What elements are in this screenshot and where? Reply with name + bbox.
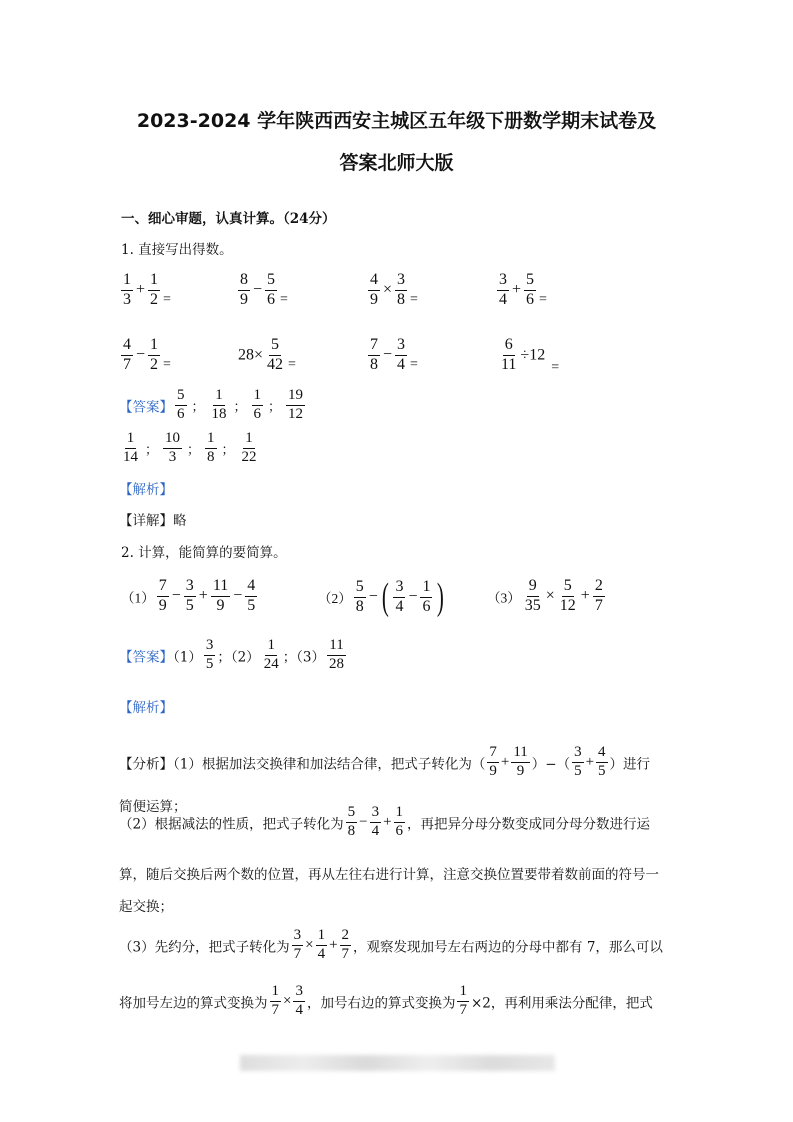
q1-answer-row-1: 【答案】 $\frac{5}{6}$ ； $\frac{1}{18}$ ； $\frac{1}{6}$ ； $\frac{19}{12}$ [119, 387, 304, 422]
q2-part-3: （3） $\frac{9}{35}$ × $\frac{5}{12}$ + $\frac{2}{7}$ [487, 577, 603, 614]
q2-analysis-label: 【解析】 [119, 700, 173, 716]
q2-analysis-1-cont: 简便运算； [119, 799, 187, 815]
q1-item-2: $\frac{8}{9}$ − $\frac{5}{6}$ = [240, 271, 288, 308]
q1-detail: 【详解】略 [119, 513, 187, 529]
q1-answer-row-2: $\frac{1}{14}$ ； $\frac{10}{3}$ ； $\frac{1}{8}$ ； $\frac{1}{22}$ [123, 430, 257, 465]
page-title-line2: 答案北师大版 [339, 152, 454, 174]
q2-analysis-2: （2）根据减法的性质，把式子转化为 $\frac{5}{8}$ − $\frac{3}{4}$ + $\frac{1}{6}$ ，再把异分母分数变成同分母分数进行运 [119, 804, 651, 839]
q2-analysis-2-cont2: 起交换； [119, 899, 173, 915]
q1-item-8: $\frac{6}{11}$ ÷12= [501, 336, 560, 375]
q2-analysis-3-cont: 将加号左边的算式变换为 $\frac{1}{7}$ × $\frac{3}{4}$ ，加号右边的算式变换为 $\frac{1}{7}$ ×2，再利用乘法分配律，把式 [119, 983, 653, 1018]
answer-label: 【答案】 [119, 399, 173, 416]
q2-part-1: （1） $\frac{7}{9}$ − $\frac{3}{5}$ + $\frac{11}{9}$ − $\frac{4}{5}$ [121, 577, 256, 614]
q1-item-6: 28× $\frac{5}{42}$ = [238, 336, 296, 373]
q2-analysis-3: （3）先约分，把式子转化为 $\frac{3}{7}$ × $\frac{1}{4}$ + $\frac{2}{7}$ ，观察发现加号左右两边的分母中都有 7，那么可以 [119, 927, 663, 962]
q1-item-7: $\frac{7}{8}$ − $\frac{3}{4}$ = [370, 336, 418, 373]
section-heading: 一、细心审题，认真计算。（24分） [121, 211, 336, 227]
question-1-prompt: 1. 直接写出得数。 [121, 242, 233, 258]
q2-analysis-2-cont1: 算，随后交换后两个数的位置，再从左往右进行计算，注意交换位置要带着数前面的符号一 [119, 867, 659, 883]
q2-answer: 【答案】（1） $\frac{3}{5}$ ；（2） $\frac{1}{24}$ ；（3） $\frac{11}{28}$ [119, 637, 345, 672]
q1-item-4: $\frac{3}{4}$ + $\frac{5}{6}$ = [499, 271, 547, 308]
q1-analysis-label: 【解析】 [119, 482, 173, 498]
q2-part-2: （2） $\frac{5}{8}$ − ( $\frac{3}{4}$ − $\frac{1}{6}$ ) [318, 576, 445, 618]
q1-item-1: $\frac{1}{3}$ + $\frac{1}{2}$ = [123, 271, 171, 308]
question-2-prompt: 2. 计算，能简算的要简算。 [121, 545, 287, 561]
q1-item-5: $\frac{4}{7}$ − $\frac{1}{2}$ = [123, 336, 171, 373]
q1-item-3: $\frac{4}{9}$ × $\frac{3}{8}$ = [370, 271, 418, 308]
page-title-line1: 2023-2024 学年陕西西安主城区五年级下册数学期末试卷及 [136, 110, 657, 132]
blurred-watermark [240, 1055, 555, 1071]
q2-analysis-1: 【分析】（1）根据加法交换律和加法结合律，把式子转化为（ $\frac{7}{9}$ + $\frac{11}{9}$ ）−（ $\frac{3}{5}$ + $\frac{4}{5}$ ）进行 [119, 744, 651, 779]
